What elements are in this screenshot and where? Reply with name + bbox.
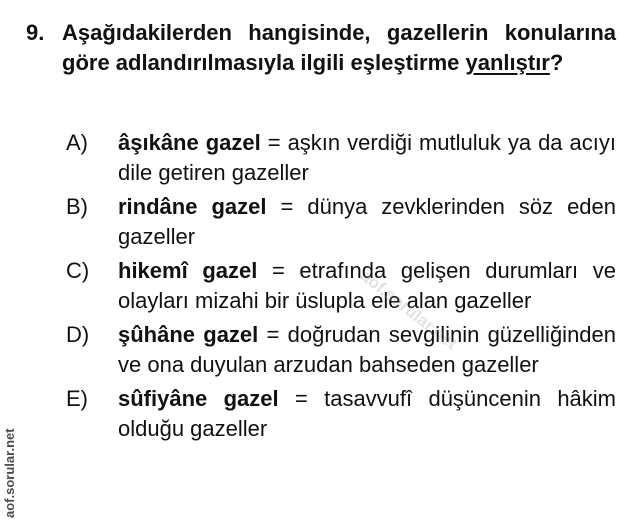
side-watermark: aof.sorular.net xyxy=(2,428,17,518)
diagonal-watermark: aof.sorular.net xyxy=(356,266,461,354)
question-block xyxy=(26,18,616,78)
option-d[interactable] xyxy=(66,320,616,380)
option-term: rindâne gazel xyxy=(118,194,267,219)
option-letter: D) xyxy=(66,322,90,347)
question-text xyxy=(62,18,616,78)
option-body xyxy=(118,192,616,252)
option-e[interactable] xyxy=(66,384,616,444)
option-body xyxy=(118,128,616,188)
question-text-before: Aşağıdakilerden hangisinde, gazellerin konularına göre adlandırılmasıyla ilgili eşleştirme xyxy=(62,20,616,75)
option-a[interactable] xyxy=(66,128,616,188)
option-letter: C) xyxy=(66,258,90,283)
option-definition: = tasavvufî düşüncenin hâkim olduğu gazeller xyxy=(118,386,617,441)
option-definition: = dünya zevklerinden söz eden gazeller xyxy=(118,194,617,249)
option-b[interactable] xyxy=(66,192,616,252)
option-body xyxy=(118,320,616,380)
question-text-after: ? xyxy=(549,50,564,75)
option-letter: A) xyxy=(66,130,88,155)
option-term: hikemî gazel xyxy=(118,258,258,283)
option-body xyxy=(118,384,616,444)
option-definition: = aşkın verdiği mutluluk ya da acıyı dile getiren gazeller xyxy=(118,130,616,185)
question-emphasis: yanlıştır xyxy=(465,50,550,75)
option-letter: E) xyxy=(66,386,88,411)
question-number: 9. xyxy=(26,20,45,45)
option-term: sûfiyâne gazel xyxy=(118,386,279,411)
answer-options xyxy=(66,128,616,448)
option-letter: B) xyxy=(66,194,88,219)
option-term: âşıkâne gazel xyxy=(118,130,261,155)
option-definition: = doğrudan sevgilinin güzelliğinden ve ona duyulan arzudan bahseden gazeller xyxy=(118,322,617,377)
option-term: şûhâne gazel xyxy=(118,322,259,347)
option-c[interactable] xyxy=(66,256,616,316)
option-definition: = etrafında gelişen durumları ve olayları mizahi bir üslupla ele alan gazeller xyxy=(118,258,616,313)
